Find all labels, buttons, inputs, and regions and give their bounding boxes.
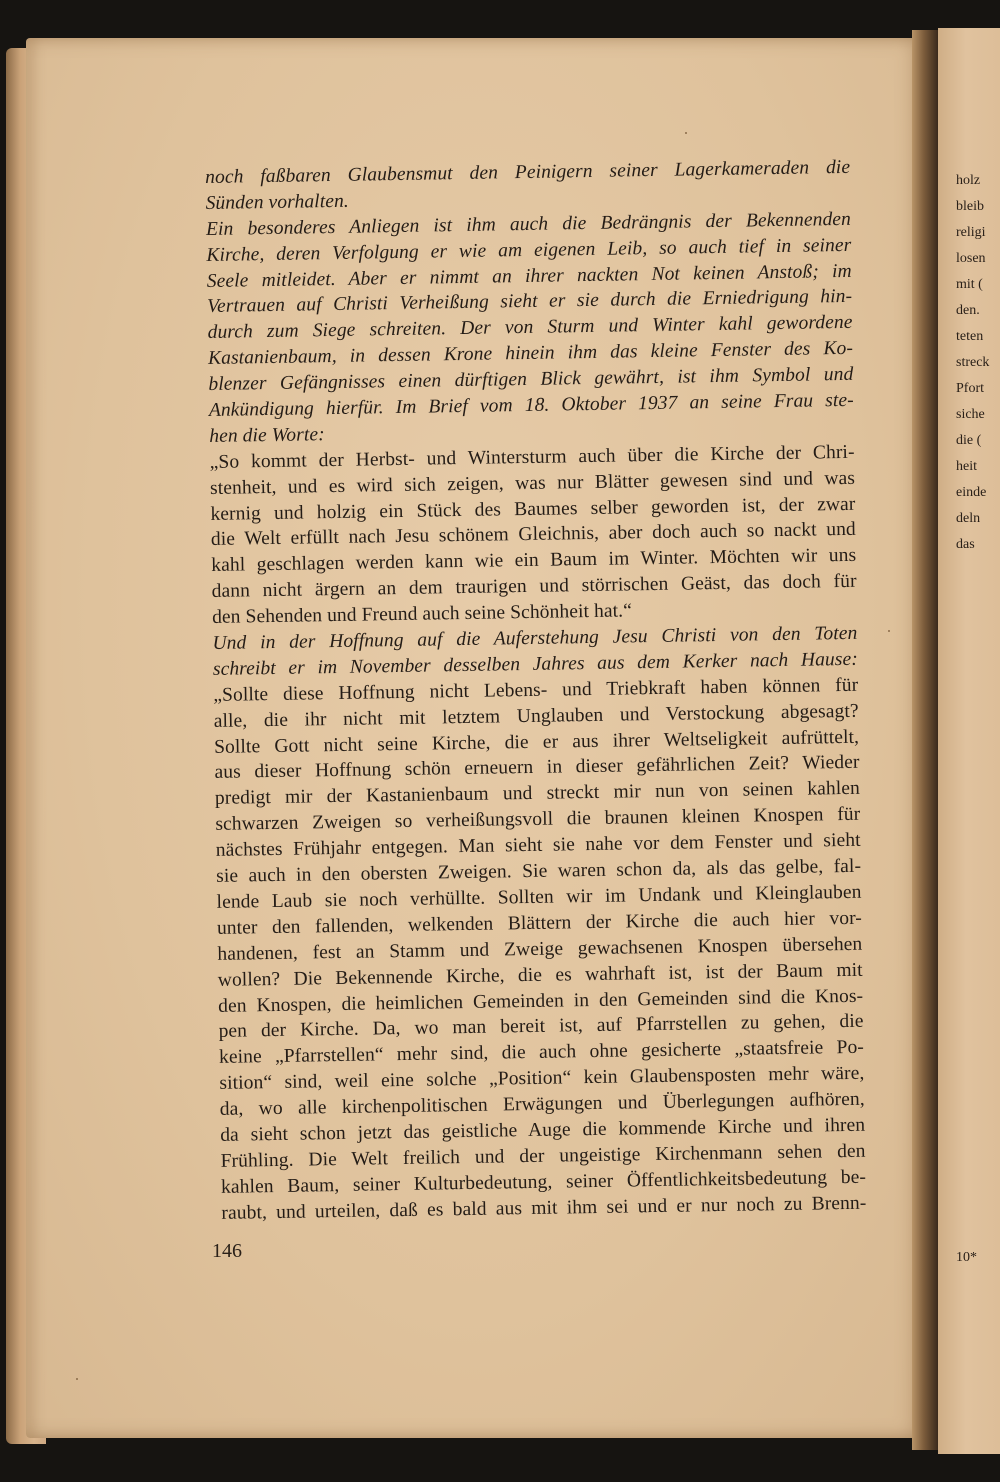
text-line: Seele mitleidet. Aber er nimmt an ihrer nackten Not keinen Anstoß; im — [206, 260, 852, 292]
text-line: da sieht schon jetzt das geistliche Auge die kommende Kirche und ihren — [220, 1114, 866, 1146]
next-page-fragment: Pfort — [956, 381, 984, 396]
text-line: lende Laub sie noch verhüllte. Sollten wir im Undank und Kleinglauben — [216, 881, 862, 913]
text-line: sition“ sind, weil eine solche „Position“ kein Glaubensposten mehr wäre, — [219, 1062, 865, 1095]
text-line: pen der Kirche. Da, wo man bereit ist, auf Pfarrstellen zu gehen, die — [218, 1011, 864, 1043]
text-line: Kirche, deren Verfolgung er wie am eigenen Leib, so auch tief in seiner — [206, 234, 852, 266]
text-line: Frühling. Die Welt freilich und der ungeistige Kirchenmann sehen den — [220, 1140, 866, 1172]
next-page-fragment: bleib — [956, 199, 984, 214]
text-line: blenzer Gefängnisses einen dürftigen Blick gewährt, ist ihm Symbol und — [208, 363, 854, 396]
text-line: stenheit, und es wird sich zeigen, was nur Blätter gewesen sind und was — [209, 467, 856, 499]
text-line: durch zum Siege schreiten. Der von Sturm und Winter kahl gewordene — [207, 312, 853, 344]
next-page-fragment: holz — [956, 173, 981, 188]
page-number: 146 — [212, 1240, 242, 1262]
paper-fleck — [685, 132, 687, 134]
text-line: schreibt er im November desselben Jahres aus dem Kerker nach Hause: — [212, 648, 859, 680]
next-page-fragment: deln — [956, 511, 981, 526]
next-page-fragment: den. — [956, 303, 980, 318]
text-line: „So kommt der Herbst- und Wintersturm auch über die Kirche der Chri- — [209, 441, 855, 473]
next-page-fragment: einde — [956, 485, 987, 500]
text-line: Sünden vorhalten. — [205, 190, 350, 214]
text-line: aus dieser Hoffnung schön erneuern in dieser gefährlichen Zeit? Wieder — [214, 752, 860, 784]
text-line: wollen? Die Bekennende Kirche, die es wahrhaft ist, ist der Baum mit — [217, 959, 863, 991]
next-page-fragment: teten — [956, 329, 984, 344]
right-page-edge — [938, 28, 1000, 1454]
text-line: keine „Pfarrstellen“ mehr sind, die auch ohne gesicherte „staatsfreie Po- — [218, 1037, 865, 1069]
text-line: raubt, und urteilen, daß es bald aus mit ihm sei und er nur noch zu Brenn- — [221, 1192, 867, 1224]
text-line: Vertrauen auf Christi Verheißung sieht er sie durch die Erniedrigung hin- — [207, 286, 853, 318]
text-line: handenen, fest an Stamm und Zweige gewachsenen Knospen übersehen — [217, 933, 863, 965]
text-line: „Sollte diese Hoffnung nicht Lebens- und Triebkraft haben können für — [213, 674, 859, 706]
text-line: predigt mir der Kastanienbaum und streckt mir nun von seinen kahlen — [214, 778, 861, 810]
body-text — [205, 155, 867, 1227]
text-line: nächstes Frühjahr entgegen. Man sieht sie nahe vor dem Fenster und sieht — [215, 829, 861, 862]
text-line: Ein besonderes Anliegen ist ihm auch die Bedrängnis der Bekennenden — [205, 208, 852, 240]
text-line: die Welt erfüllt nach Jesu schönem Gleichnis, aber doch auch so nackt und — [210, 519, 856, 551]
next-page-fragment: heit — [956, 459, 977, 474]
next-page-fragment: siche — [956, 407, 985, 422]
next-page-fragment: religi — [956, 225, 986, 240]
text-line: dann nicht ärgern an dem traurigen und störrischen Geäst, das doch für — [211, 571, 857, 603]
text-line: Und in der Hoffnung auf die Auferstehung Jesu Christi von den Toten — [212, 622, 858, 654]
paper-fleck — [76, 1378, 78, 1380]
text-line: den Knospen, die heimlichen Gemeinden in den Gemeinden sind die Knos- — [218, 985, 864, 1017]
next-page-fragment: 10* — [956, 1250, 977, 1265]
text-line: kernig und holzig ein Stück des Baumes selber geworden ist, der zwar — [210, 493, 856, 525]
text-line: unter den fallenden, welkenden Blättern der Kirche die auch hier vor- — [216, 907, 863, 939]
next-page-fragment: losen — [956, 251, 986, 266]
text-line: Kastanienbaum, in dessen Krone hinein ihm das kleine Fenster des Ko- — [207, 338, 854, 370]
text-line: schwarzen Zweigen so verheißungsvoll die braunen kleinen Knospen für — [215, 804, 861, 836]
text-line: Ankündigung hierfür. Im Brief vom 18. Oktober 1937 an seine Frau ste- — [208, 389, 854, 421]
next-page-fragment: das — [956, 537, 975, 552]
book-gutter — [912, 30, 938, 1450]
text-line: hen die Worte: — [209, 424, 325, 447]
next-page-fragment: mit ( — [956, 277, 983, 292]
text-line: kahl geschlagen werden kann wie ein Baum im Winter. Möchten wir uns — [211, 545, 857, 577]
text-line: sie auch in den obersten Zweigen. Sie waren schon da, als das gelbe, fal- — [216, 855, 862, 887]
paper-fleck — [888, 630, 890, 632]
next-page-fragment: die ( — [956, 433, 982, 448]
text-line: noch faßbaren Glaubensmut den Peinigern seiner Lagerkameraden die — [205, 156, 851, 188]
text-line: Sollte Gott nicht seine Kirche, die er aus ihrer Weltseligkeit aufrüttelt, — [213, 726, 860, 758]
text-line: alle, die ihr nicht mit letztem Unglauben und Verstockung abgesagt? — [213, 700, 859, 732]
text-line: den Sehenden und Freund auch seine Schönheit hat.“ — [211, 600, 633, 629]
text-line: kahlen Baum, seiner Kulturbedeutung, seiner Öffentlichkeitsbedeutung be- — [220, 1166, 867, 1198]
next-page-fragment: streck — [956, 355, 990, 370]
text-line: da, wo alle kirchenpolitischen Erwägungen und Überlegungen aufhören, — [219, 1088, 865, 1120]
